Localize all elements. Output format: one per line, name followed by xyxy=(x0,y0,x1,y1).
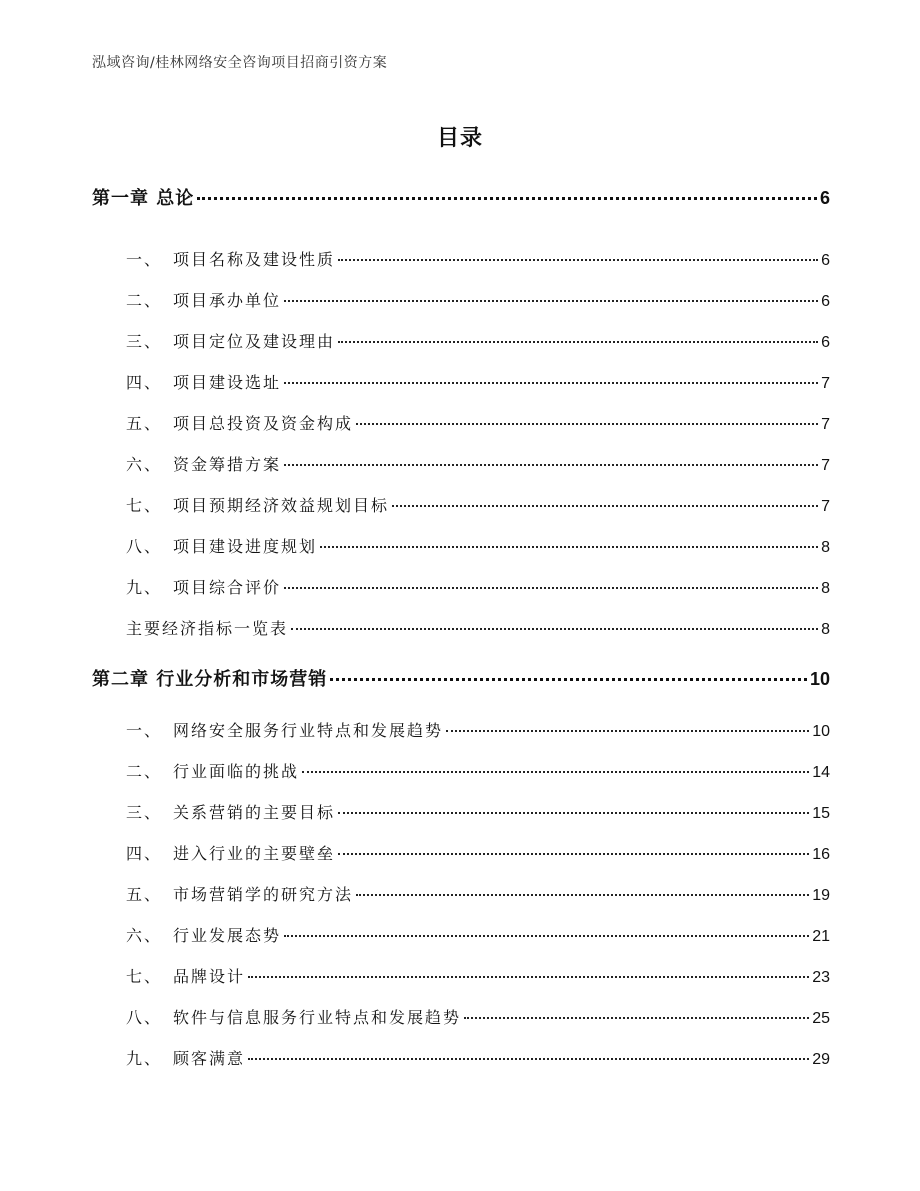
toc-section[interactable] xyxy=(126,370,830,393)
dot-leader xyxy=(338,812,809,814)
toc-section-number: 四、 xyxy=(126,844,163,863)
toc-page-number: 7 xyxy=(821,416,830,433)
dot-leader xyxy=(356,423,818,425)
toc-label: 项目综合评价 xyxy=(173,578,282,597)
toc-section-number: 七、 xyxy=(126,967,163,986)
toc-page-number: 15 xyxy=(812,805,830,822)
toc-page-number: 6 xyxy=(821,334,830,351)
dot-leader xyxy=(330,678,807,681)
toc-label: 进入行业的主要壁垒 xyxy=(173,844,336,863)
toc-section-number: 五、 xyxy=(126,885,163,904)
toc-section-number: 六、 xyxy=(126,455,163,474)
toc-section[interactable] xyxy=(126,247,830,270)
toc-label: 网络安全服务行业特点和发展趋势 xyxy=(173,721,444,740)
toc-label: 项目定位及建设理由 xyxy=(173,332,336,351)
toc-section-number: 三、 xyxy=(126,332,163,351)
toc-label: 资金筹措方案 xyxy=(173,455,282,474)
dot-leader xyxy=(464,1017,809,1019)
toc-page-number: 8 xyxy=(821,621,830,638)
toc-section[interactable] xyxy=(126,329,830,352)
toc-label: 主要经济指标一览表 xyxy=(126,619,289,638)
toc-label: 行业面临的挑战 xyxy=(173,762,300,781)
toc-section[interactable] xyxy=(126,411,830,434)
toc-section[interactable] xyxy=(126,1046,830,1069)
dot-leader xyxy=(338,341,818,343)
dot-leader xyxy=(392,505,818,507)
toc-label: 行业发展态势 xyxy=(173,926,282,945)
dot-leader xyxy=(284,300,818,302)
toc-label: 项目建设进度规划 xyxy=(173,537,318,556)
toc-label: 品牌设计 xyxy=(173,967,246,986)
toc-section[interactable] xyxy=(126,288,830,311)
dot-leader xyxy=(291,628,818,630)
dot-leader xyxy=(356,894,809,896)
toc-section[interactable] xyxy=(126,534,830,557)
dot-leader xyxy=(320,546,818,548)
toc-page-number: 7 xyxy=(821,457,830,474)
toc-section-number: 七、 xyxy=(126,496,163,515)
toc-section-number: 九、 xyxy=(126,578,163,597)
toc-section-number: 一、 xyxy=(126,250,163,269)
dot-leader xyxy=(338,259,818,261)
toc-chapter-2[interactable] xyxy=(92,665,830,691)
toc-page-number: 23 xyxy=(812,969,830,986)
toc-label: 项目预期经济效益规划目标 xyxy=(173,496,390,515)
toc-section[interactable] xyxy=(126,759,830,782)
toc-section[interactable] xyxy=(126,575,830,598)
toc-section-number: 五、 xyxy=(126,414,163,433)
toc-label: 项目建设选址 xyxy=(173,373,282,392)
toc-label: 市场营销学的研究方法 xyxy=(173,885,354,904)
toc-section[interactable] xyxy=(126,841,830,864)
toc-page-number: 6 xyxy=(819,188,830,208)
toc-section[interactable] xyxy=(126,493,830,516)
toc-label: 关系营销的主要目标 xyxy=(173,803,336,822)
toc-section-number: 四、 xyxy=(126,373,163,392)
toc-page-number: 6 xyxy=(821,293,830,310)
toc-page-number: 16 xyxy=(812,846,830,863)
toc-section[interactable] xyxy=(126,923,830,946)
toc-section-number: 三、 xyxy=(126,803,163,822)
toc-section[interactable] xyxy=(126,616,830,639)
toc-label: 第一章 总论 xyxy=(92,188,195,209)
toc-page-number: 10 xyxy=(812,723,830,740)
dot-leader xyxy=(284,464,818,466)
toc-page-number: 8 xyxy=(821,580,830,597)
toc-page-number: 6 xyxy=(821,252,830,269)
toc-label: 顾客满意 xyxy=(173,1049,246,1068)
toc-section-number: 二、 xyxy=(126,291,163,310)
page-title: 目录 xyxy=(436,126,483,151)
toc-section-number: 八、 xyxy=(126,1008,163,1027)
toc-section-number: 八、 xyxy=(126,537,163,556)
toc-label: 项目总投资及资金构成 xyxy=(173,414,354,433)
toc-label: 项目名称及建设性质 xyxy=(173,250,336,269)
dot-leader xyxy=(302,771,809,773)
page-header: 泓域咨询/桂林网络安全咨询项目招商引资方案 xyxy=(92,55,388,71)
toc-page-number: 19 xyxy=(812,887,830,904)
toc-section-number: 六、 xyxy=(126,926,163,945)
dot-leader xyxy=(446,730,809,732)
toc-label: 第二章 行业分析和市场营销 xyxy=(92,669,328,690)
dot-leader xyxy=(284,587,818,589)
toc-section[interactable] xyxy=(126,964,830,987)
dot-leader xyxy=(284,382,818,384)
toc-page-number: 8 xyxy=(821,539,830,556)
dot-leader xyxy=(338,853,809,855)
dot-leader xyxy=(248,976,809,978)
toc-chapter-1[interactable] xyxy=(92,184,830,210)
toc-section[interactable] xyxy=(126,718,830,741)
toc-section-number: 九、 xyxy=(126,1049,163,1068)
toc-section[interactable] xyxy=(126,452,830,475)
toc-page-number: 7 xyxy=(821,498,830,515)
toc-section-number: 一、 xyxy=(126,721,163,740)
toc-section[interactable] xyxy=(126,882,830,905)
toc-section[interactable] xyxy=(126,1005,830,1028)
dot-leader xyxy=(248,1058,809,1060)
dot-leader xyxy=(284,935,809,937)
toc-page-number: 29 xyxy=(812,1051,830,1068)
dot-leader xyxy=(197,197,817,200)
toc-section[interactable] xyxy=(126,800,830,823)
toc-page-number: 25 xyxy=(812,1010,830,1027)
toc-page-number: 14 xyxy=(812,764,830,781)
toc-page-number: 10 xyxy=(809,669,830,689)
toc-page-number: 21 xyxy=(812,928,830,945)
toc-label: 软件与信息服务行业特点和发展趋势 xyxy=(173,1008,462,1027)
toc-label: 项目承办单位 xyxy=(173,291,282,310)
toc-page-number: 7 xyxy=(821,375,830,392)
toc-section-number: 二、 xyxy=(126,762,163,781)
